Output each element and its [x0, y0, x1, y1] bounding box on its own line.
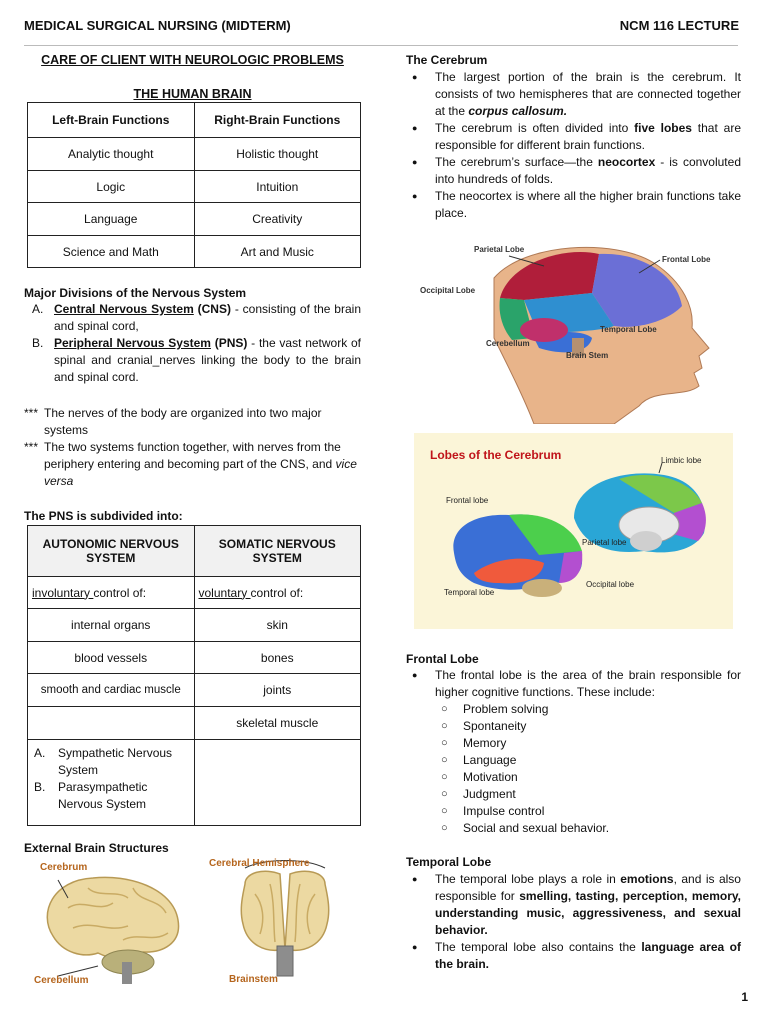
brain-back-view-image [205, 854, 365, 989]
table-header: Right-Brain Functions [194, 103, 361, 138]
list-item: B. Parasympathetic Nervous System [34, 780, 148, 811]
label-temporal-lobe: Temporal lobe [444, 588, 495, 597]
list-item: ● The neocortex is where all the higher brain functions take place. [406, 188, 741, 222]
table-cell: Holistic thought [194, 138, 361, 171]
table-cell: Creativity [194, 203, 361, 236]
list-item: ○ Impulse control [406, 803, 741, 820]
label-occipital-lobe: Occipital Lobe [420, 286, 476, 295]
table-cell [28, 707, 195, 740]
list-item: ● The temporal lobe plays a role in emotions, and is also responsible for smelling, tasting, perception, memory, understanding music, aggressiveness, and sexual behavior. [406, 871, 741, 939]
lobes-of-cerebrum-image [414, 433, 733, 629]
note-item: *** The nerves of the body are organized into two major systems [24, 406, 322, 437]
table-cell: Logic [28, 171, 195, 203]
cerebrum-title: The Cerebrum [406, 53, 488, 67]
table-cell: Language [28, 203, 195, 236]
note-item: *** The two systems function together, with nerves from the periphery entering and becoming part of the CNS, and vice versa [24, 440, 357, 488]
table-cell [194, 740, 361, 826]
divisions-title: Major Divisions of the Nervous System [24, 286, 247, 300]
list-item: ○ Memory [406, 735, 741, 752]
list-item: ● The frontal lobe is the area of the brain responsible for higher cognitive functions. These include: [406, 667, 741, 701]
lobes-figure-title: Lobes of the Cerebrum [430, 448, 562, 462]
main-title: CARE OF CLIENT WITH NEUROLOGIC PROBLEMS [41, 53, 344, 67]
label-frontal-lobe: Frontal lobe [446, 496, 489, 505]
divisions-list [24, 301, 361, 386]
table-cell: blood vessels [28, 642, 195, 674]
label-parietal-lobe: Parietal lobe [582, 538, 627, 547]
label-brainstem: Brainstem [229, 974, 278, 985]
label-temporal-lobe: Temporal Lobe [600, 325, 657, 334]
doc-header-right: NCM 116 LECTURE [619, 18, 739, 33]
table-cell: skin [194, 609, 361, 642]
label-cerebellum: Cerebellum [486, 339, 530, 348]
table-cell: Science and Math [28, 236, 195, 268]
frontal-intro [406, 667, 741, 701]
pns-title: The PNS is subdivided into: [24, 509, 183, 523]
label-parietal-lobe: Parietal Lobe [474, 245, 525, 254]
table-cell: skeletal muscle [194, 707, 361, 740]
table-cell: internal organs [28, 609, 195, 642]
brain-side-view-image [28, 858, 198, 988]
list-item: ● The cerebrum’s surface—the neocortex - is convoluted into hundreds of folds. [406, 154, 741, 188]
table-cell: involuntary control of: [28, 577, 195, 609]
temporal-list [406, 871, 741, 973]
table-header: SOMATIC NERVOUS SYSTEM [194, 526, 361, 577]
brain-functions-table [27, 102, 361, 268]
label-frontal-lobe: Frontal Lobe [662, 255, 711, 264]
label-limbic-lobe: Limbic lobe [661, 456, 702, 465]
page-number: 1 [741, 990, 748, 1004]
list-item: ○ Judgment [406, 786, 741, 803]
frontal-functions-list [406, 701, 741, 837]
table-cell: Art and Music [194, 236, 361, 268]
list-item: A. Sympathetic Nervous System [34, 746, 173, 777]
notes [24, 405, 361, 490]
table-cell: Analytic thought [28, 138, 195, 171]
label-cerebrum: Cerebrum [40, 862, 88, 873]
list-item: ○ Motivation [406, 769, 741, 786]
label-cerebral-hemisphere: Cerebral Hemisphere [209, 858, 310, 869]
list-item: ● The temporal lobe also contains the language area of the brain. [406, 939, 741, 973]
label-occipital-lobe: Occipital lobe [586, 580, 635, 589]
list-item: ○ Problem solving [406, 701, 741, 718]
table-cell: voluntary control of: [194, 577, 361, 609]
table-header: Left-Brain Functions [28, 103, 195, 138]
table-cell: joints [194, 674, 361, 707]
brain-title: THE HUMAN BRAIN [133, 87, 252, 101]
list-item: B. Peripheral Nervous System (PNS) - the vast network of spinal and cranial_nerves linking the body to the brain and spinal cord. [32, 336, 361, 384]
external-title: External Brain Structures [24, 841, 169, 855]
cerebrum-list [406, 69, 741, 222]
list-item: A. Central Nervous System (CNS) - consisting of the brain and spinal cord, [32, 302, 361, 333]
list-item: ● The largest portion of the brain is the cerebrum. It consists of two hemispheres that are connected together at the corpus callosum. [406, 69, 741, 120]
doc-header-left: MEDICAL SURGICAL NURSING (MIDTERM) [24, 18, 291, 33]
frontal-title: Frontal Lobe [406, 652, 479, 666]
table-header: AUTONOMIC NERVOUS SYSTEM [28, 526, 195, 577]
list-item: ○ Spontaneity [406, 718, 741, 735]
label-cerebellum: Cerebellum [34, 975, 89, 986]
list-item: ○ Language [406, 752, 741, 769]
header-divider [24, 45, 738, 46]
table-cell: Intuition [194, 171, 361, 203]
temporal-title: Temporal Lobe [406, 855, 492, 869]
table-cell [28, 740, 195, 826]
head-lobes-image [414, 238, 736, 424]
list-item: ○ Social and sexual behavior. [406, 820, 741, 837]
list-item: ● The cerebrum is often divided into five lobes that are responsible for different brain functions. [406, 120, 741, 154]
label-brain-stem: Brain Stem [566, 351, 609, 360]
table-cell: bones [194, 642, 361, 674]
pns-table [27, 525, 361, 826]
table-cell: smooth and cardiac muscle [28, 674, 195, 707]
